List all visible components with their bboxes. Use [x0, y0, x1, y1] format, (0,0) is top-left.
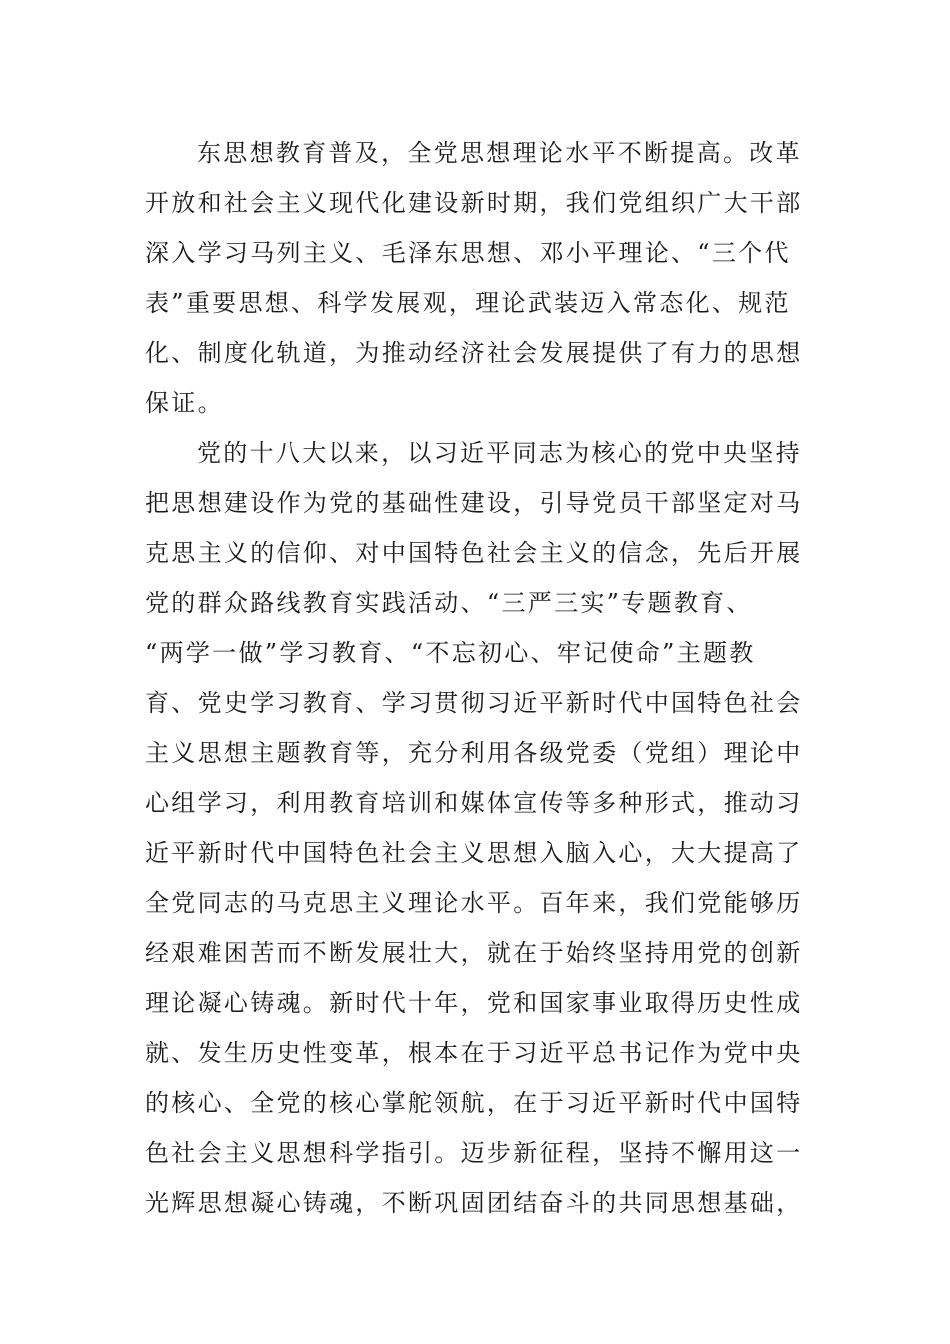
paragraph-line: 东思想教育普及，全党思想理论水平不断提高。改革: [197, 139, 802, 167]
paragraph-line: 色社会主义思想科学指引。迈步新征程，坚持不懈用这一: [145, 1139, 803, 1167]
paragraph-line: 党的群众路线教育实践活动、“三严三实”专题教育、: [145, 589, 753, 617]
paragraph-line: 近平新时代中国特色社会主义思想入脑入心，大大提高了: [145, 839, 803, 867]
paragraph-line: 深入学习马列主义、毛泽东思想、邓小平理论、“三个代: [145, 239, 791, 267]
paragraph-line: 育、党史学习教育、学习贯彻习近平新时代中国特色社会: [145, 689, 803, 717]
paragraph-line: 经艰难困苦而不断发展壮大，就在于始终坚持用党的创新: [145, 939, 803, 967]
paragraph-line: 表”重要思想、科学发展观，理论武装迈入常态化、规范: [145, 289, 791, 317]
body-text: [145, 128, 815, 1228]
paragraph-line: 的核心、全党的核心掌舵领航，在于习近平新时代中国特: [145, 1089, 803, 1117]
paragraph-line: 把思想建设作为党的基础性建设，引导党员干部坚定对马: [145, 489, 803, 517]
paragraph-line: 开放和社会主义现代化建设新时期，我们党组织广大干部: [145, 189, 803, 217]
paragraph-line: 保证。: [145, 389, 224, 417]
paragraph-line: 光辉思想凝心铸魂，不断巩固团结奋斗的共同思想基础，: [145, 1189, 803, 1217]
paragraph-line: 理论凝心铸魂。新时代十年，党和国家事业取得历史性成: [145, 989, 803, 1017]
paragraph-line: 化、制度化轨道，为推动经济社会发展提供了有力的思想: [145, 339, 803, 367]
paragraph-line: 心组学习，利用教育培训和媒体宣传等多种形式，推动习: [145, 789, 803, 817]
paragraph-line: 主义思想主题教育等，充分利用各级党委（党组）理论中: [145, 739, 803, 767]
paragraph-line: 党的十八大以来，以习近平同志为核心的党中央坚持: [197, 439, 802, 467]
paragraph-line: 就、发生历史性变革，根本在于习近平总书记作为党中央: [145, 1039, 803, 1067]
paragraph-line: 克思主义的信仰、对中国特色社会主义的信念，先后开展: [145, 539, 803, 567]
paragraph-line: “两学一做”学习教育、“不忘初心、牢记使命”主题教: [145, 639, 756, 667]
paragraph-line: 全党同志的马克思主义理论水平。百年来，我们党能够历: [145, 889, 803, 917]
